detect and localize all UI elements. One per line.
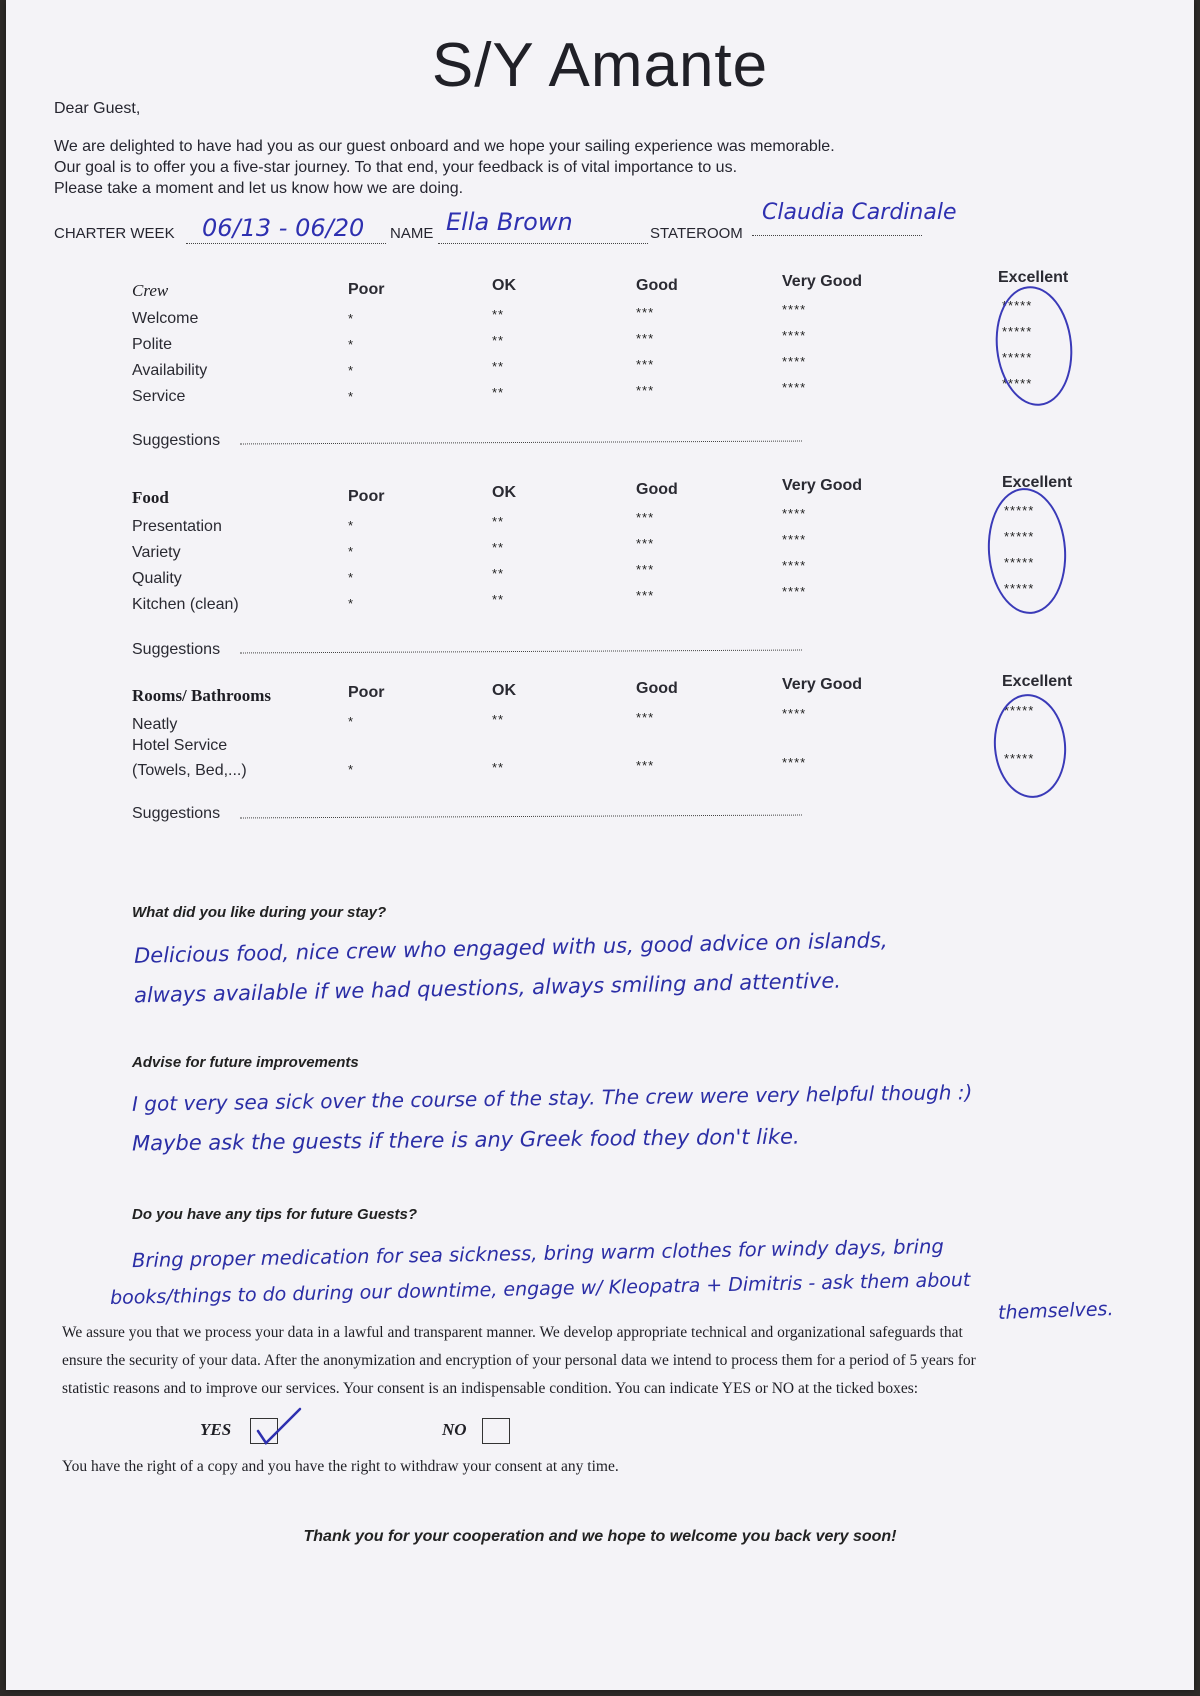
tips-answer-line[interactable]: books/things to do during our downtime, engage w/ Kleopatra + Dimitris - ask them about — [109, 1268, 971, 1310]
col-ok: OK — [492, 484, 516, 501]
rating-ok[interactable]: ** — [492, 712, 505, 727]
rating-poor[interactable]: * — [348, 570, 355, 585]
rating-poor[interactable]: * — [348, 337, 355, 352]
checkmark-icon — [250, 1405, 306, 1449]
stateroom-label: STATEROOM — [650, 225, 743, 242]
rights-text: You have the right of a copy and you have the right to withdraw your consent at any time. — [62, 1458, 619, 1475]
col-poor: Poor — [348, 488, 385, 505]
col-very-good: Very Good — [782, 273, 863, 290]
rooms-row-label: Hotel Service — [132, 737, 228, 754]
liked-answer-line[interactable]: Delicious food, nice crew who engaged with us, good advice on islands, — [133, 928, 888, 968]
rating-excellent[interactable]: ***** — [1004, 555, 1035, 570]
food-row-label: Presentation — [132, 518, 222, 535]
charter-week-label: CHARTER WEEK — [54, 225, 175, 242]
rating-poor[interactable]: * — [348, 311, 355, 326]
yes-label: YES — [200, 1420, 232, 1439]
col-ok: OK — [492, 682, 516, 699]
suggestions-line[interactable] — [240, 650, 802, 654]
suggestions-line[interactable] — [240, 441, 802, 445]
food-row-label: Kitchen (clean) — [132, 596, 239, 613]
rating-excellent[interactable]: ***** — [1004, 703, 1035, 718]
suggestions-label: Suggestions — [132, 641, 221, 658]
col-very-good: Very Good — [782, 676, 863, 693]
rating-ok[interactable]: ** — [492, 540, 505, 555]
liked-answer-line[interactable]: always available if we had questions, always smiling and attentive. — [133, 968, 842, 1008]
crew-row-label: Availability — [132, 362, 208, 379]
rating-ok[interactable]: ** — [492, 307, 505, 322]
col-excellent: Excellent — [1002, 474, 1073, 491]
rating-very-good[interactable]: **** — [782, 706, 807, 721]
rating-very-good[interactable]: **** — [782, 532, 807, 547]
rating-very-good[interactable]: **** — [782, 354, 807, 369]
col-good: Good — [636, 481, 678, 498]
rating-poor[interactable]: * — [348, 518, 355, 533]
rating-very-good[interactable]: **** — [782, 584, 807, 599]
rating-good[interactable]: *** — [636, 536, 655, 551]
crew-row-label: Polite — [132, 336, 173, 353]
privacy-line: statistic reasons and to improve our services. Your consent is an indispensable condition. You can indicate YES or NO at the ticked boxes: — [62, 1380, 919, 1397]
rating-very-good[interactable]: **** — [782, 755, 807, 770]
rating-ok[interactable]: ** — [492, 385, 505, 400]
rating-ok[interactable]: ** — [492, 359, 505, 374]
rooms-row-label: (Towels, Bed,...) — [132, 762, 247, 779]
rating-excellent[interactable]: ***** — [1004, 529, 1035, 544]
rating-poor[interactable]: * — [348, 596, 355, 611]
rating-ok[interactable]: ** — [492, 760, 505, 775]
intro-line: We are delighted to have had you as our guest onboard and we hope your sailing experience was memorable. — [54, 138, 835, 155]
suggestions-line[interactable] — [240, 815, 802, 819]
excellent-circle-mark — [984, 485, 1071, 616]
suggestions-label: Suggestions — [132, 805, 221, 822]
rating-good[interactable]: *** — [636, 383, 655, 398]
intro-line: Please take a moment and let us know how we are doing. — [54, 180, 464, 197]
no-checkbox[interactable] — [482, 1418, 510, 1444]
rating-very-good[interactable]: **** — [782, 328, 807, 343]
rating-good[interactable]: *** — [636, 510, 655, 525]
rating-good[interactable]: *** — [636, 562, 655, 577]
page-title: S/Y Amante — [431, 31, 769, 100]
improve-answer-line[interactable]: I got very sea sick over the course of the stay. The crew were very helpful though :) — [131, 1080, 973, 1116]
col-very-good: Very Good — [782, 477, 863, 494]
rating-very-good[interactable]: **** — [782, 302, 807, 317]
rating-excellent[interactable]: ***** — [1004, 751, 1035, 766]
rating-good[interactable]: *** — [636, 331, 655, 346]
crew-row-label: Welcome — [132, 310, 199, 327]
rating-excellent[interactable]: ***** — [1002, 298, 1033, 313]
tips-question: Do you have any tips for future Guests? — [132, 1206, 418, 1223]
rating-poor[interactable]: * — [348, 762, 355, 777]
charter-week-field[interactable]: 06/13 - 06/20 — [202, 214, 365, 242]
rating-ok[interactable]: ** — [492, 514, 505, 529]
feedback-form-page — [6, 0, 1194, 1690]
rooms-section-title: Rooms/ Bathrooms — [132, 686, 271, 705]
name-label: NAME — [390, 225, 434, 242]
food-section-title: Food — [132, 488, 169, 507]
col-excellent: Excellent — [998, 269, 1069, 286]
tips-answer-line[interactable]: Bring proper medication for sea sickness, bring warm clothes for windy days, bring — [131, 1234, 944, 1273]
food-row-label: Variety — [132, 544, 181, 561]
rating-good[interactable]: *** — [636, 588, 655, 603]
intro-line: Our goal is to offer you a five-star journey. To that end, your feedback is of vital importance to us. — [54, 159, 738, 176]
privacy-line: We assure you that we process your data in a lawful and transparent manner. We develop appropriate technical and organizational safeguards that — [62, 1324, 963, 1341]
greeting: Dear Guest, — [54, 100, 141, 117]
suggestions-label: Suggestions — [132, 432, 221, 449]
rating-poor[interactable]: * — [348, 363, 355, 378]
rating-very-good[interactable]: **** — [782, 380, 807, 395]
rating-excellent[interactable]: ***** — [1002, 376, 1033, 391]
rating-poor[interactable]: * — [348, 714, 355, 729]
rating-good[interactable]: *** — [636, 710, 655, 725]
col-poor: Poor — [348, 281, 385, 298]
rating-excellent[interactable]: ***** — [1002, 350, 1033, 365]
stateroom-field[interactable]: Claudia Cardinale — [762, 200, 957, 225]
col-poor: Poor — [348, 684, 385, 701]
rating-poor[interactable]: * — [348, 389, 355, 404]
crew-row-label: Service — [132, 388, 186, 405]
name-field[interactable]: Ella Brown — [446, 208, 573, 236]
rating-good[interactable]: *** — [636, 305, 655, 320]
rating-ok[interactable]: ** — [492, 333, 505, 348]
col-good: Good — [636, 680, 678, 697]
rating-good[interactable]: *** — [636, 758, 655, 773]
rooms-row-label: Neatly — [132, 716, 178, 733]
col-ok: OK — [492, 277, 516, 294]
rating-poor[interactable]: * — [348, 544, 355, 559]
food-row-label: Quality — [132, 570, 182, 587]
rating-excellent[interactable]: ***** — [1004, 581, 1035, 596]
closing-message: Thank you for your cooperation and we hope to welcome you back very soon! — [303, 1528, 897, 1545]
rating-ok[interactable]: ** — [492, 592, 505, 607]
rating-excellent[interactable]: ***** — [1004, 503, 1035, 518]
no-label: NO — [442, 1420, 467, 1439]
rating-ok[interactable]: ** — [492, 566, 505, 581]
rating-excellent[interactable]: ***** — [1002, 324, 1033, 339]
liked-question: What did you like during your stay? — [132, 904, 387, 921]
col-excellent: Excellent — [1002, 673, 1073, 690]
privacy-line: ensure the security of your data. After the anonymization and encryption of your personal data we intend to process them for a period of 5 years for — [62, 1352, 976, 1369]
improve-question: Advise for future improvements — [132, 1054, 359, 1071]
crew-section-title: Crew — [132, 281, 169, 300]
rating-very-good[interactable]: **** — [782, 506, 807, 521]
col-good: Good — [636, 277, 678, 294]
improve-answer-line[interactable]: Maybe ask the guests if there is any Greek food they don't like. — [131, 1124, 800, 1156]
excellent-circle-mark — [990, 691, 1071, 801]
tips-answer-line[interactable]: themselves. — [997, 1297, 1114, 1325]
rating-very-good[interactable]: **** — [782, 558, 807, 573]
rating-good[interactable]: *** — [636, 357, 655, 372]
